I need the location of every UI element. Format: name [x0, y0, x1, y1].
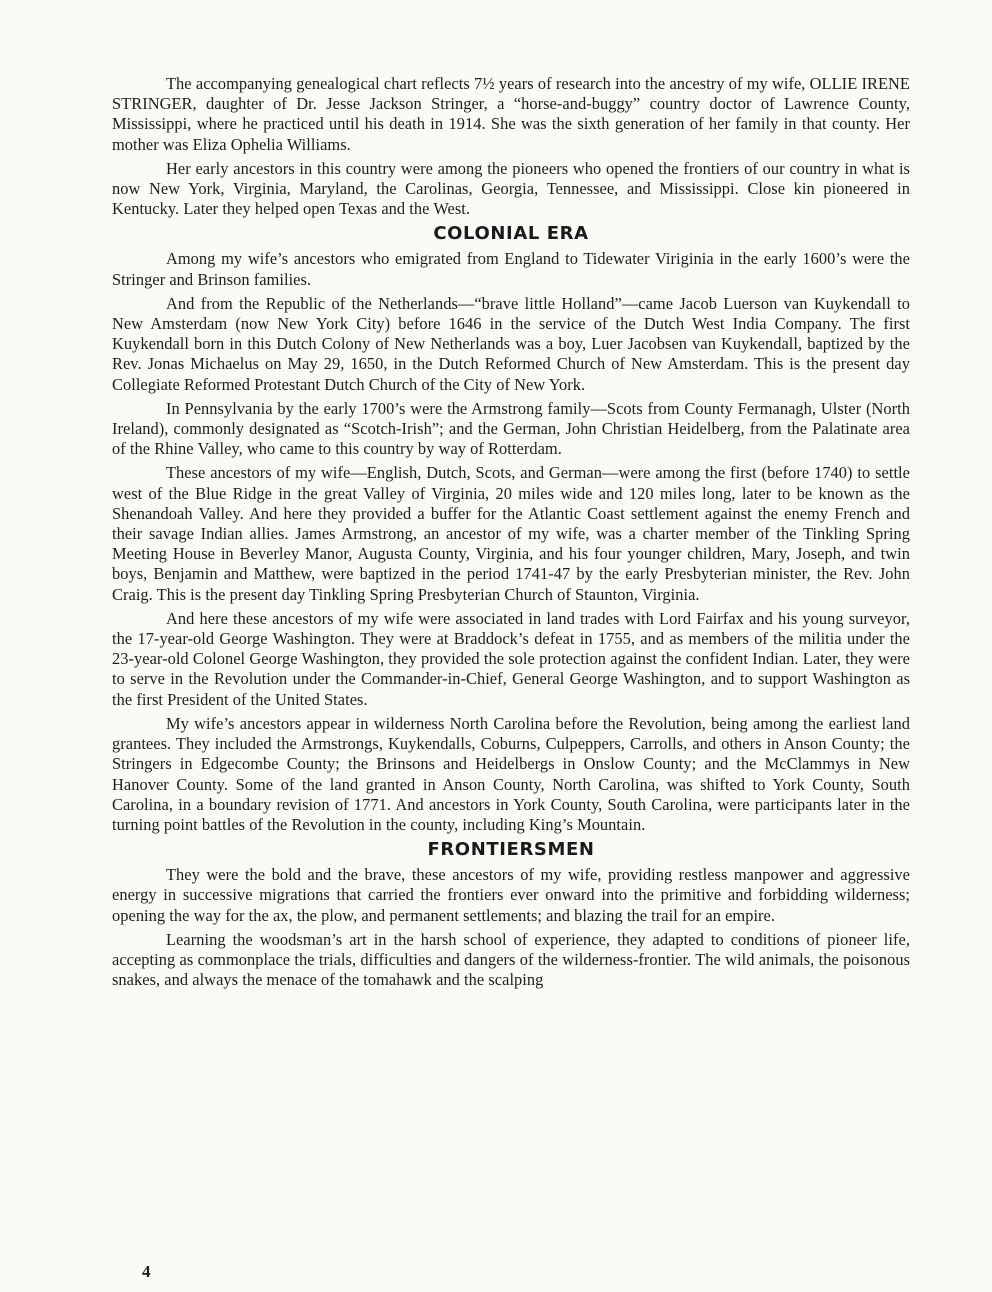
- colonial-paragraph-5: And here these ancestors of my wife were associated in land trades with Lord Fairfax and his young surveyor, the 17-year-old George Washington. They were at Braddock’s defeat in 1755, and as members of the militia under the 23-year-old Colonel George Washington, they provided the sole protection against the confident Indian. Later, they were to serve in the Revolution under the Commander-in-Chief, General George Washington, and to support Washington as the first President of the United States.: [112, 608, 910, 709]
- intro-paragraph-1: The accompanying genealogical chart reflects 7½ years of research into the ancestry of my wife, OLLIE IRENE STRINGER, daughter of Dr. Jesse Jackson Stringer, a “horse-and-buggy” country doctor of Lawrence County, Mississippi, where he practiced until his death in 1914. She was the sixth generation of her family in that county. Her mother was Eliza Ophelia Williams.: [112, 74, 910, 154]
- colonial-paragraph-2: And from the Republic of the Netherlands—“brave little Holland”—came Jacob Luerson van Kuykendall to New Amsterdam (now New York City) before 1646 in the service of the Dutch West India Company. The first Kuykendall born in this Dutch Colony of New Netherlands was a boy, Luer Jacobsen van Kuykendall, baptized by the Rev. Jonas Michaelus on May 29, 1650, in the Dutch Reformed Church of New Amsterdam. This is the present day Collegiate Reformed Protestant Dutch Church of the City of New York.: [112, 293, 910, 394]
- frontiersmen-paragraph-1: They were the bold and the brave, these ancestors of my wife, providing restless manpower and aggressive energy in successive migrations that carried the frontiers ever onward into the primitive and forbidding wilderness; opening the way for the ax, the plow, and permanent settlements; and blazing the trail for an empire.: [112, 865, 910, 925]
- section-heading-colonial-era: COLONIAL ERA: [433, 223, 589, 245]
- frontiersmen-paragraph-2: Learning the woodsman’s art in the harsh school of experience, they adapted to conditions of pioneer life, accepting as commonplace the trials, difficulties and dangers of the wilderness-frontier. The wild animals, the poisonous snakes, and always the menace of the tomahawk and the scalping: [112, 929, 910, 990]
- colonial-paragraph-3: In Pennsylvania by the early 1700’s were the Armstrong family—Scots from County Fermanagh, Ulster (North Ireland), commonly designated as “Scotch-Irish”; and the German, John Christian Heidelberg, from the Palatinate area of the Rhine Valley, who came to this country by way of Rotterdam.: [112, 398, 910, 459]
- section-heading-frontiersmen: FRONTIERSMEN: [427, 839, 595, 861]
- colonial-paragraph-4: These ancestors of my wife—English, Dutch, Scots, and German—were among the first (before 1740) to settle west of the Blue Ridge in the great Valley of Virginia, 20 miles wide and 120 miles long, later to be known as the Shenandoah Valley. And here they provided a buffer for the Atlantic Coast settlement against the enemy French and their savage Indian allies. James Armstrong, an ancestor of my wife, was a charter member of the Tinkling Spring Meeting House in Beverley Manor, Augusta County, Virginia, and his four younger children, Mary, Joseph, and twin boys, Benjamin and Matthew, were baptized in the period 1741-47 by the early Presbyterian minister, the Rev. John Craig. This is the present day Tinkling Spring Presbyterian Church of Staunton, Virginia.: [112, 463, 910, 604]
- intro-paragraph-2: Her early ancestors in this country were among the pioneers who opened the frontiers of our country in what is now New York, Virginia, Maryland, the Carolinas, Georgia, Tennessee, and Mississippi. Close kin pioneered in Kentucky. Later they helped open Texas and the West.: [112, 158, 910, 219]
- colonial-paragraph-1: Among my wife’s ancestors who emigrated from England to Tidewater Viriginia in the early 1600’s were the Stringer and Brinson families.: [112, 249, 910, 289]
- page-number: 4: [142, 1262, 151, 1281]
- colonial-paragraph-6: My wife’s ancestors appear in wilderness North Carolina before the Revolution, being among the earliest land grantees. They included the Armstrongs, Kuykendalls, Coburns, Culpeppers, Carrolls, and others in Anson County; the Stringers in Edgecombe County; the Brinsons and Heidelbergs in Onslow County; and the McClammys in New Hanover County. Some of the land granted in Anson County, North Carolina, was shifted to York County, South Carolina, in a boundary revision of 1771. And ancestors in York County, South Carolina, were participants later in the turning point battles of the Revolution in the county, including King’s Mountain.: [112, 713, 910, 834]
